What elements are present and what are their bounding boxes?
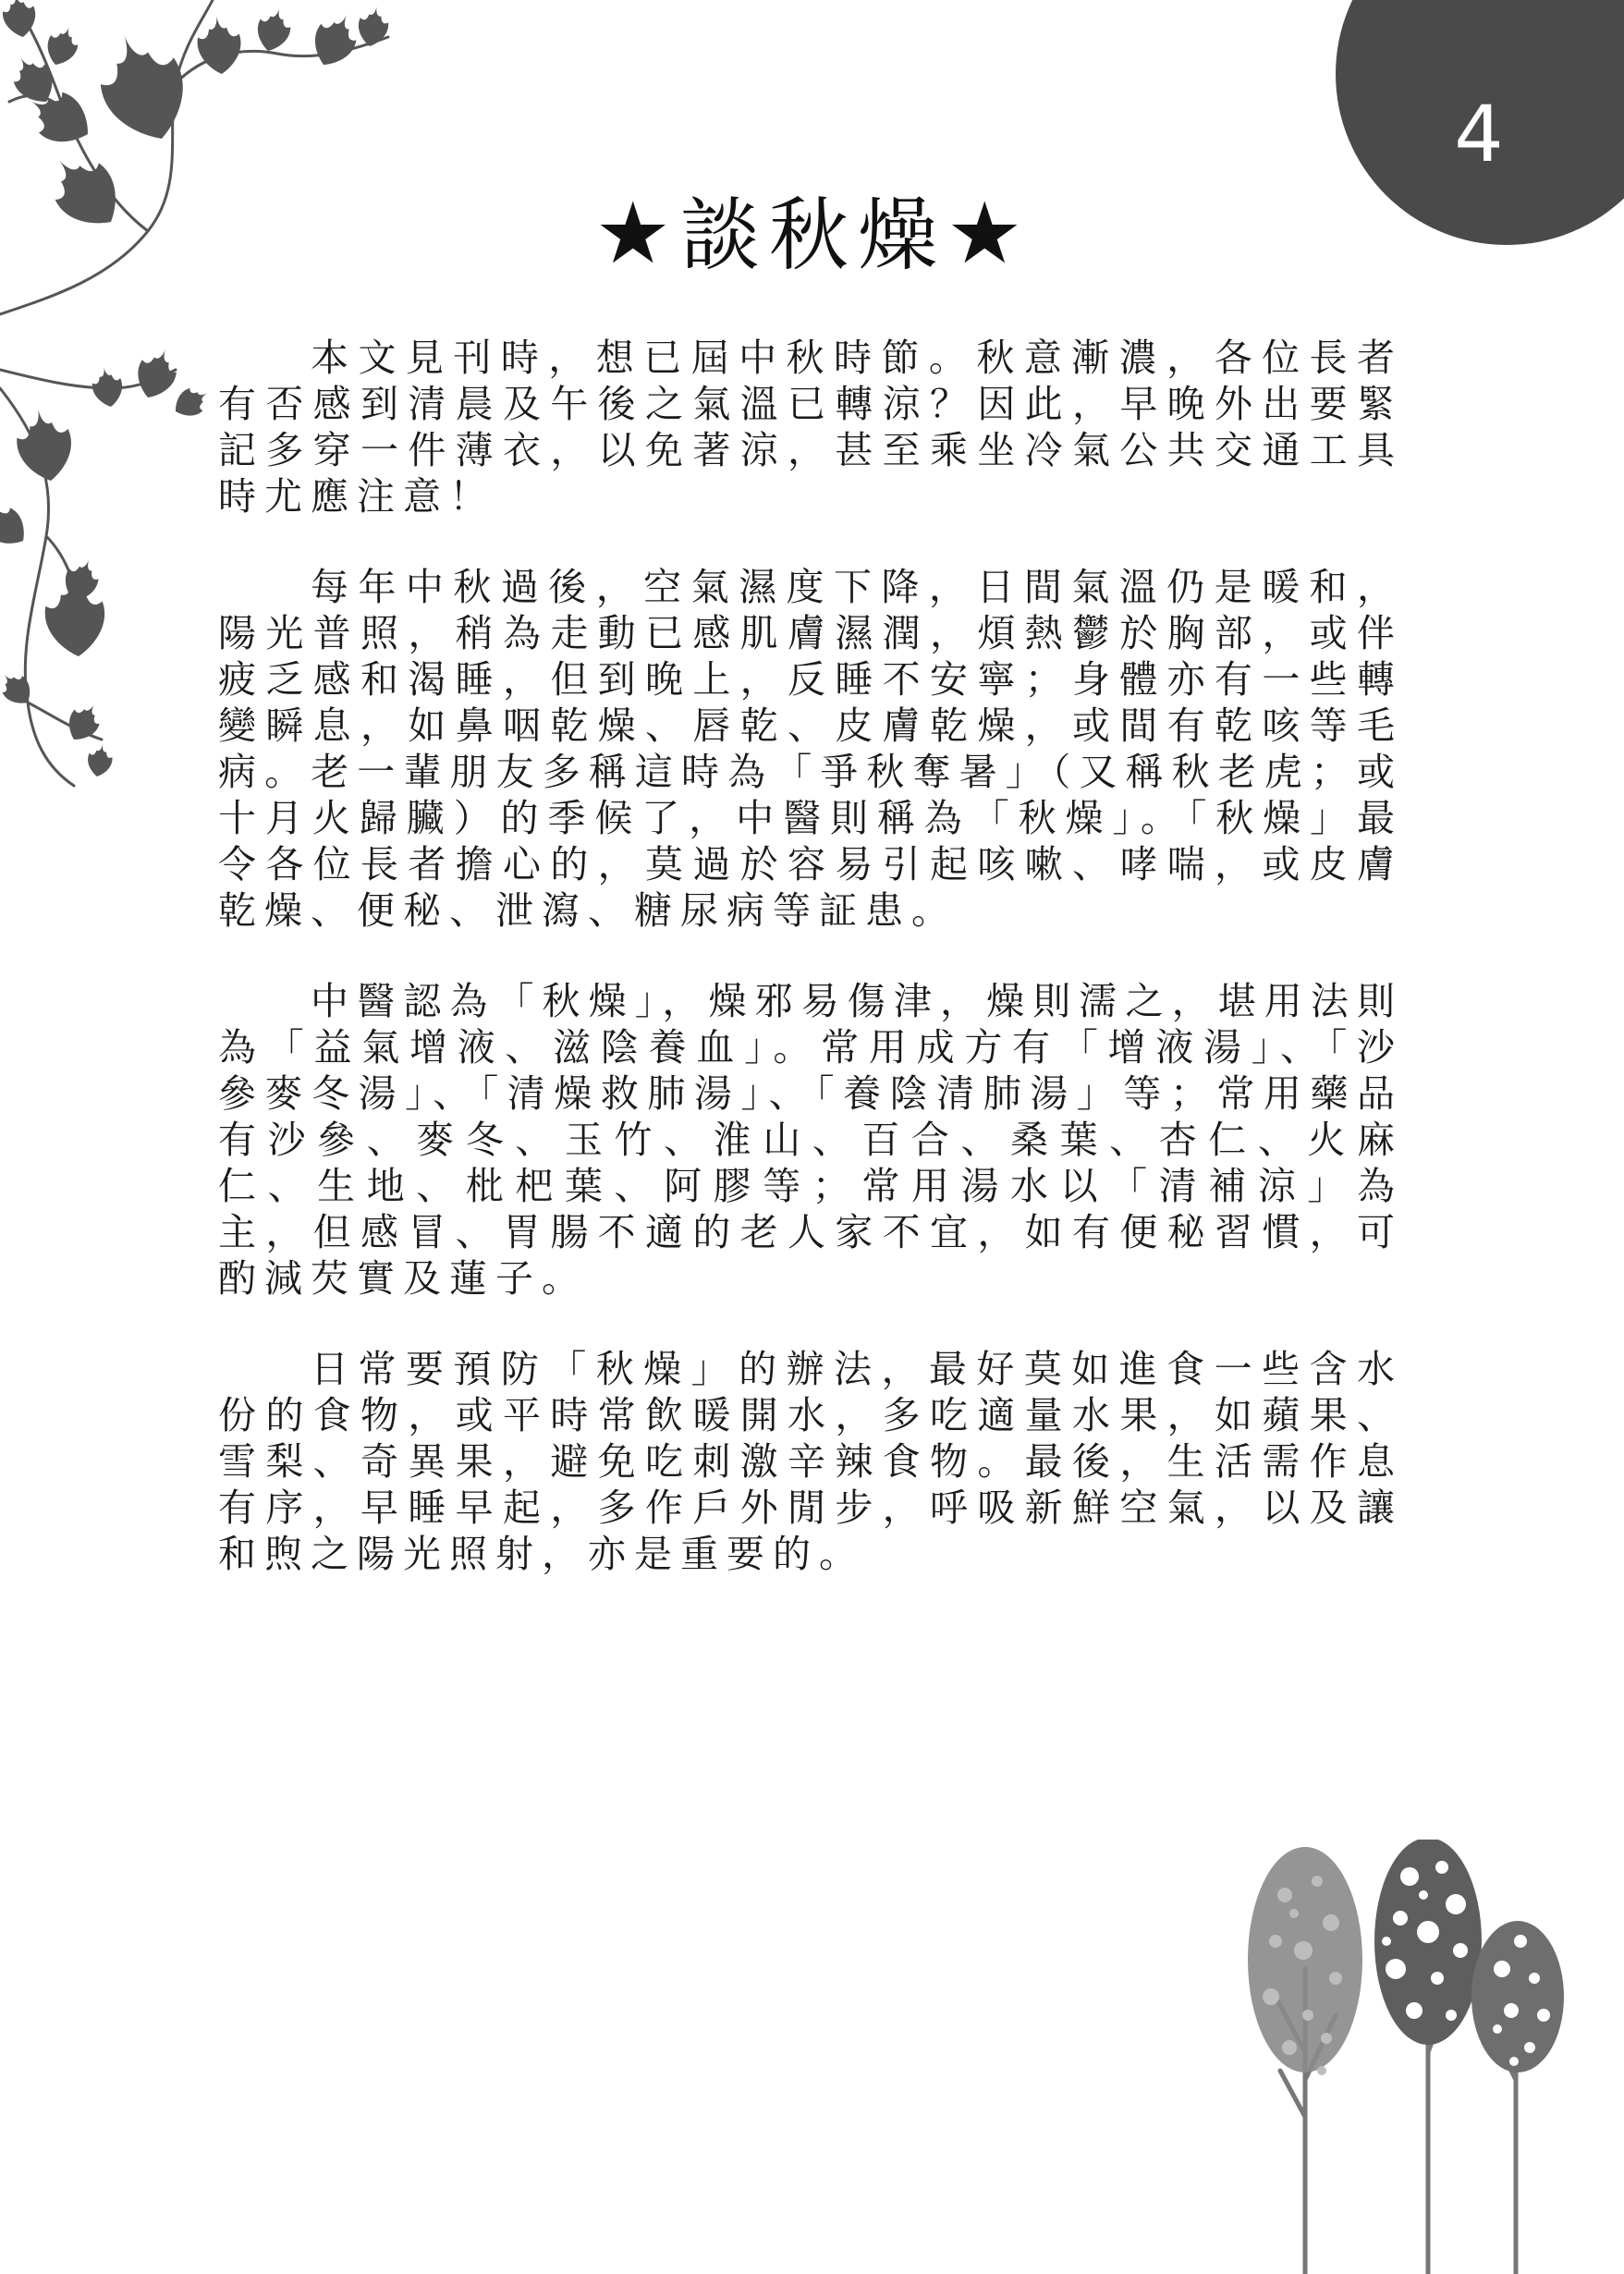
title-text: 談秋燥 xyxy=(680,190,946,282)
page-title xyxy=(481,183,1146,287)
star-right-icon: ★ xyxy=(946,184,1032,283)
tree-illustration-icon xyxy=(1239,1840,1590,2274)
page-number: 4 xyxy=(1454,89,1504,179)
paragraph-4: 日常要預防「秋燥」的辦法，最好莫如進食一些含水份的食物，或平時常飲暖開水，多吃適量水果，如蘋果、雪梨、奇異果，避免吃刺激辛辣食物。最後，生活需作息有序，早睡早起，多作戶外閒步，呼吸新鮮空氣，以及讓和煦之陽光照射，亦是重要的。 xyxy=(218,1347,1403,1576)
paragraph-2: 每年中秋過後，空氣濕度下降，日間氣溫仍是暖和，陽光普照，稍為走動已感肌膚濕潤，煩熱鬱於胸部，或伴疲乏感和渴睡，但到晚上，反睡不安寧；身體亦有一些轉變瞬息，如鼻咽乾燥、唇乾、皮膚乾燥，或間有乾咳等毛病。老一輩朋友多稱這時為「爭秋奪暑」（又稱秋老虎；或十月火歸臟）的季候了，中醫則稱為「秋燥」。「秋燥」最令各位長者擔心的，莫過於容易引起咳嗽、哮喘，或皮膚乾燥、便秘、泄瀉、糖尿病等証患。 xyxy=(218,565,1403,933)
article-body xyxy=(218,335,1403,1621)
paragraph-3: 中醫認為「秋燥」，燥邪易傷津，燥則濡之，堪用法則為「益氣增液、滋陰養血」。常用成方有「增液湯」、「沙參麥冬湯」、「清燥救肺湯」、「養陰清肺湯」等；常用藥品有沙參、麥冬、玉竹、淮山、百合、桑葉、杏仁、火麻仁、生地、枇杷葉、阿膠等；常用湯水以「清補涼」為主，但感冒、胃腸不適的老人家不宜，如有便秘習慣，可酌減芡實及蓮子。 xyxy=(218,979,1403,1301)
paragraph-1: 本文見刊時，想已屆中秋時節。秋意漸濃，各位長者有否感到清晨及午後之氣溫已轉涼？因此，早晚外出要緊記多穿一件薄衣，以免著涼，甚至乘坐冷氣公共交通工具時尤應注意！ xyxy=(218,336,1403,519)
star-left-icon: ★ xyxy=(594,184,680,283)
